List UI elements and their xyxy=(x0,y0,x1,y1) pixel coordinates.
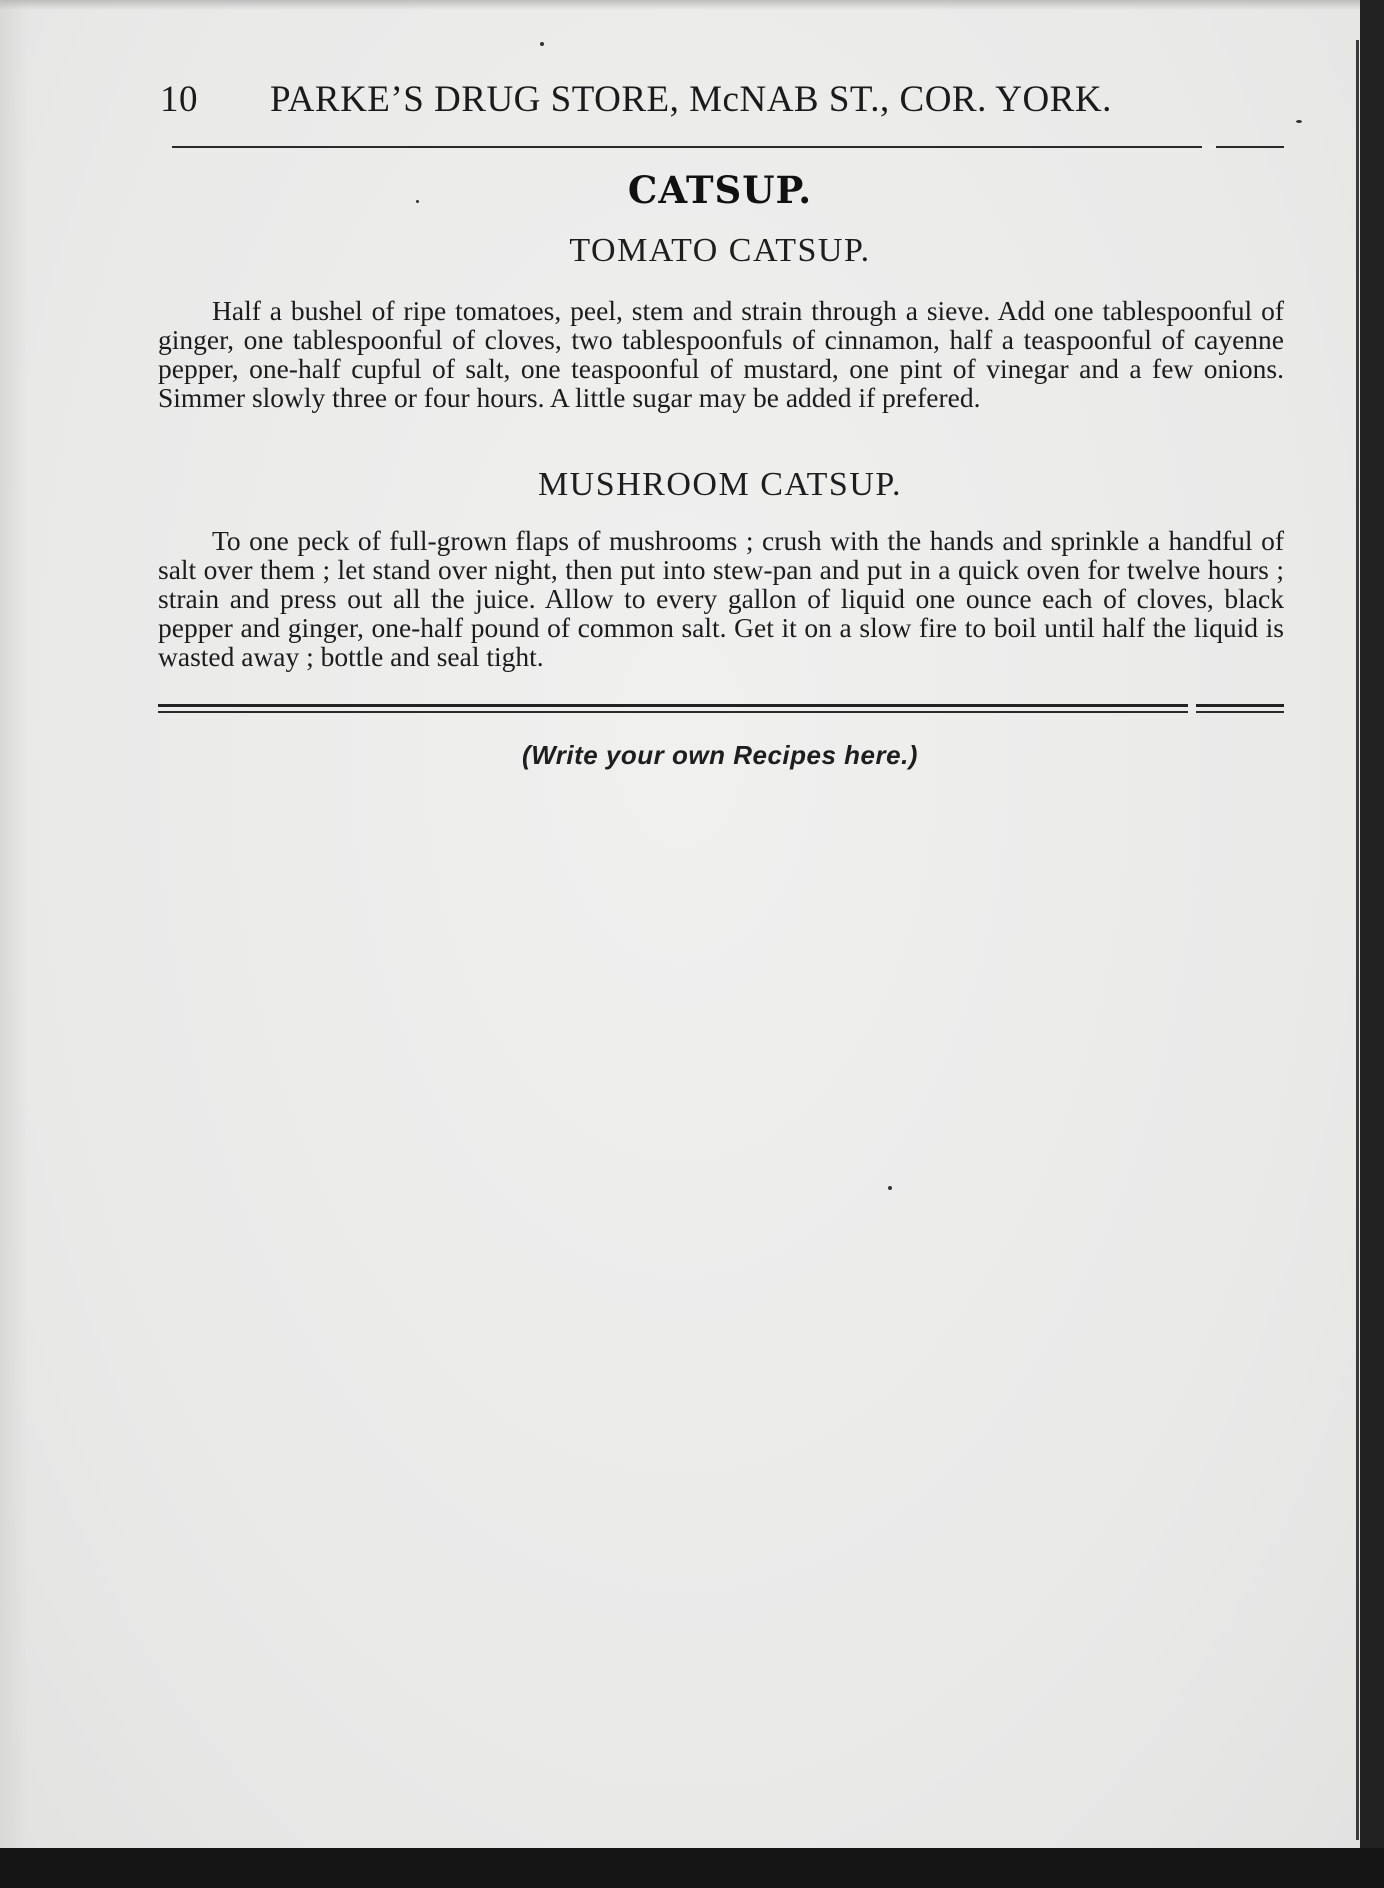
scan-border-bottom xyxy=(0,1848,1384,1888)
ink-speck xyxy=(888,1186,892,1190)
divider-line-upper xyxy=(158,704,1284,707)
header-rule xyxy=(172,146,1284,148)
store-address: PARKE’S DRUG STORE, McNAB ST., COR. YORK. xyxy=(270,79,1112,120)
recipe-text-mushroom: To one peck of full-grown flaps of mushrooms ; crush with the hands and sprinkle a handful of salt over them ; let stand over night, then put into stew-pan and put in a quick oven for twelve hours ; strain and press out all the juice. Allow to every gallon of liquid one ounce each of cloves, black pepper and ginger, one-half pound of common salt. Get it on a slow fire to boil until half the liquid is wasted away ; bottle and seal tight. xyxy=(158,525,1284,672)
ink-speck xyxy=(1296,120,1302,123)
recipe-title-tomato: TOMATO CATSUP. xyxy=(569,232,871,269)
write-recipes-note: (Write your own Recipes here.) xyxy=(522,740,918,770)
divider-line-lower xyxy=(158,711,1284,713)
ink-speck xyxy=(540,42,544,46)
page-edge-line xyxy=(1356,40,1359,1840)
page-number: 10 xyxy=(160,79,198,120)
section-title: CATSUP. xyxy=(627,168,813,212)
top-edge-shadow xyxy=(0,0,1360,10)
running-head xyxy=(160,78,1190,122)
ink-speck xyxy=(416,200,419,203)
scan-border-right xyxy=(1360,0,1384,1888)
double-divider-rule xyxy=(158,704,1284,714)
recipe-text-tomato: Half a bushel of ripe tomatoes, peel, stem and strain through a sieve. Add one tablespoonful of ginger, one tablespoonful of cloves, two tablespoonfuls of cinnamon, half a teaspoonful of cayenne pepper, one-half cupful of salt, one teaspoonful of mustard, one pint of vinegar and a few onions. Simmer slowly three or four hours. A little sugar may be added if prefered. xyxy=(158,295,1284,413)
binding-shadow xyxy=(0,0,28,1848)
recipe-title-mushroom: MUSHROOM CATSUP. xyxy=(537,466,903,503)
divider-break xyxy=(1188,704,1196,714)
header-rule-break xyxy=(1202,144,1216,150)
